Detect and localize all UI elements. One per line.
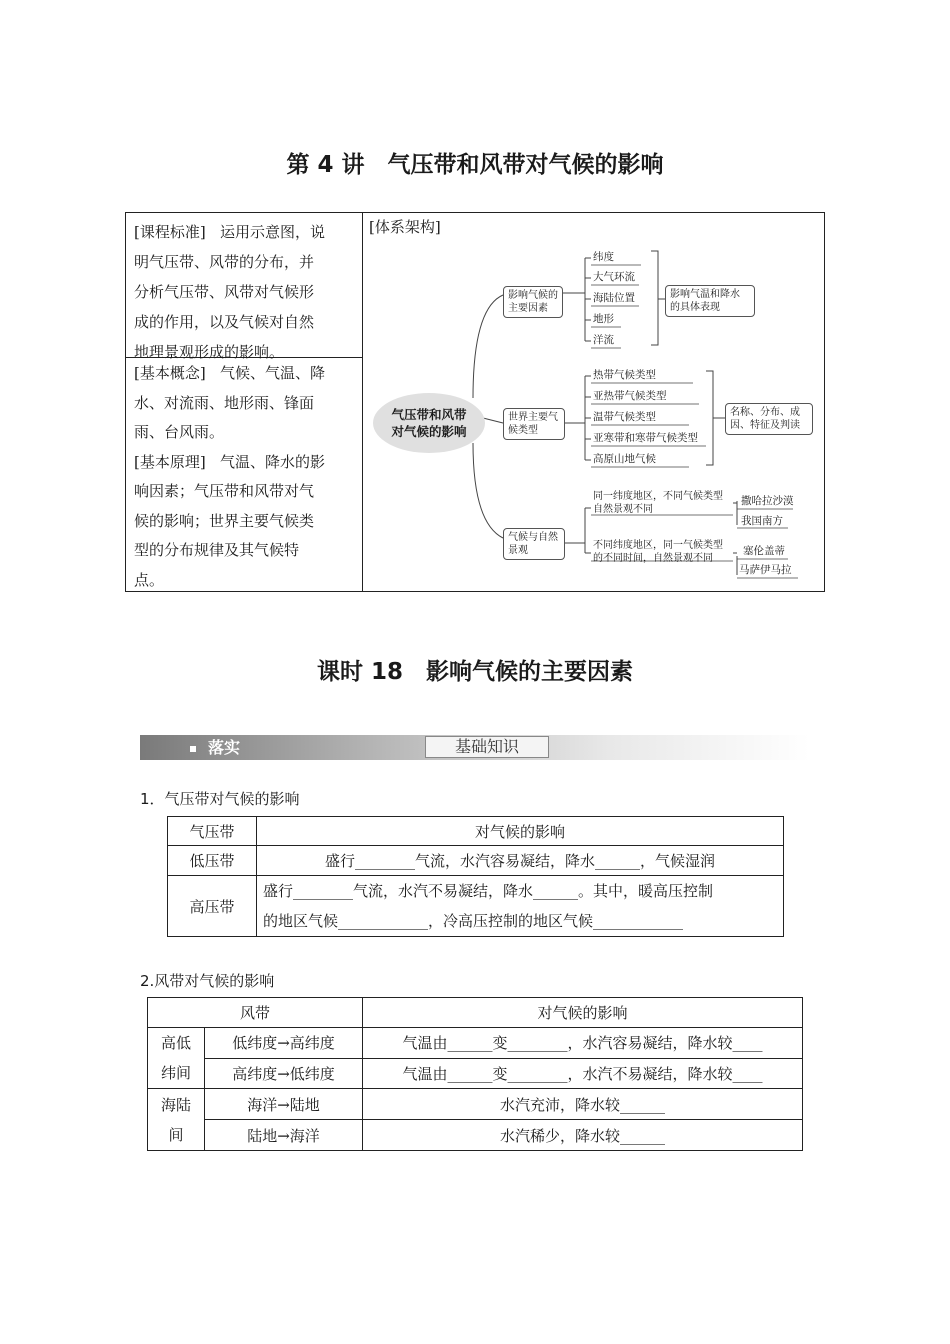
table1-header-effect: 对气候的影响 (257, 817, 784, 846)
pressure-belt-table (167, 816, 784, 937)
result2-line: 名称、分布、成 (730, 407, 800, 418)
landscape-different-latitude (593, 539, 723, 565)
branch1-line: 影响气候的 (508, 290, 558, 301)
concept-line: 雨、台风雨。 (134, 423, 225, 441)
high-pressure-cell: 高压带 (168, 876, 257, 937)
section-banner (140, 735, 810, 760)
table1-header-belt: 气压带 (168, 817, 257, 846)
branch-climate-factors (503, 286, 563, 318)
principle-line: 响因素；气压带和风带对气 (134, 482, 315, 500)
branch1-line: 主要因素 (508, 303, 548, 314)
overview-left (126, 213, 363, 591)
branch2-line: 世界主要气 (508, 412, 558, 423)
landscape-same-latitude (593, 490, 723, 516)
leaf-tropical: 热带气候类型 (593, 369, 656, 381)
branch1-result (665, 285, 755, 317)
branch2-line: 候类型 (508, 425, 538, 436)
banner-left (190, 735, 280, 760)
std-line: 地理景观形成的影响。 (134, 343, 285, 361)
group-latitude (148, 1028, 205, 1089)
result1-line: 的具体表现 (670, 302, 720, 313)
branch3b-line: 不同纬度地区，同一气候类型 (593, 540, 723, 551)
lesson-title: 课时 18 影响气候的主要因素 (316, 659, 633, 685)
direction-cell: 低纬度→高纬度 (205, 1028, 363, 1059)
branch3-line: 景观 (508, 545, 528, 556)
concept-tag: [基本概念] (134, 364, 206, 382)
branch3b-line: 的不同时间，自然景观不同 (593, 553, 713, 564)
principle-tag: [基本原理] (134, 452, 206, 471)
branch3-line: 气候与自然 (508, 532, 558, 543)
group2-line: 间 (168, 1125, 184, 1144)
leaf-land-sea: 海陆位置 (593, 292, 635, 304)
group1-line: 高低 (160, 1034, 191, 1052)
example-south-china: 我国南方 (741, 515, 783, 527)
effect-cell: 气温由______变________，水汽不易凝结，降水较____ (363, 1058, 803, 1089)
branch-climate-landscape (503, 528, 565, 560)
high-pressure-effect (257, 876, 784, 937)
leaf-latitude: 纬度 (593, 251, 614, 263)
table-row (148, 1120, 803, 1151)
result2-line: 因、特征及判读 (730, 420, 800, 431)
std-line: 明气压带、风带的分布，并 (134, 253, 315, 271)
direction-cell: 高纬度→低纬度 (205, 1058, 363, 1089)
framework-panel (363, 213, 825, 591)
mindmap-center (373, 393, 485, 453)
center-line: 对气候的影响 (391, 424, 467, 439)
section1-heading: 1．气压带对气候的影响 (140, 790, 300, 808)
std-line: 分析气压带、风带对气候形 (134, 283, 315, 301)
concept-line: 气候、气温、降 (220, 364, 326, 382)
center-line: 气压带和风带 (391, 407, 467, 422)
branch3a-line: 同一纬度地区，不同气候类型 (593, 491, 723, 502)
principle-line: 型的分布规律及其气候特 (134, 541, 300, 559)
framework-tag: [体系架构] (369, 218, 441, 236)
basic-concepts (126, 359, 362, 595)
leaf-highland: 高原山地气候 (593, 453, 656, 465)
std-line: 成的作用，以及气候对自然 (134, 313, 315, 331)
leaf-terrain: 地形 (593, 313, 614, 325)
leaf-subtropical: 亚热带气候类型 (593, 390, 667, 402)
overview-box (125, 212, 825, 592)
high-pressure-line: 盛行________气流，水汽不易凝结，降水______。其中，暖高压控制 (263, 882, 714, 900)
table-row (168, 846, 784, 876)
result1-line: 影响气温和降水 (670, 289, 740, 300)
principle-line: 点。 (134, 570, 165, 589)
leaf-temperate: 温带气候类型 (593, 411, 656, 423)
banner-right: 基础知识 (425, 736, 549, 758)
leaf-ocean-current: 洋流 (593, 334, 614, 346)
concept-line: 水、对流雨、地形雨、锋面 (134, 393, 315, 412)
table-row (148, 1058, 803, 1089)
low-pressure-cell: 低压带 (168, 846, 257, 876)
group2-line: 海陆 (160, 1095, 191, 1114)
wind-belt-table (147, 997, 803, 1151)
low-pressure-effect: 盛行________气流，水汽容易凝结，降水______，气候湿润 (257, 846, 784, 876)
principle-line: 候的影响；世界主要气候类 (134, 511, 315, 530)
section2-heading: 2.风带对气候的影响 (140, 972, 275, 990)
branch-climate-types (503, 408, 565, 440)
principle-line: 气温、降水的影 (220, 452, 326, 471)
example-serengeti: 塞伦盖蒂 (743, 545, 785, 557)
square-bullet-icon (190, 746, 196, 752)
table2-header-effect: 对气候的影响 (363, 998, 803, 1028)
table-row (148, 1089, 803, 1120)
group1-line: 纬间 (160, 1064, 191, 1082)
branch3a-line: 自然景观不同 (593, 504, 653, 515)
effect-cell: 水汽充沛，降水较______ (363, 1089, 803, 1120)
example-sahara: 撒哈拉沙漠 (741, 495, 794, 507)
std-line: 运用示意图，说 (220, 223, 326, 241)
branch2-result (725, 403, 813, 435)
leaf-circulation: 大气环流 (593, 271, 635, 283)
table-row (148, 1028, 803, 1059)
example-masai-mara: 马萨伊马拉 (739, 564, 792, 576)
effect-cell: 水汽稀少，降水较______ (363, 1120, 803, 1151)
course-standard (126, 213, 362, 361)
banner-left-label: 落实 (208, 738, 241, 757)
effect-cell: 气温由______变________，水汽容易凝结，降水较____ (363, 1028, 803, 1059)
course-standard-tag: [课程标准] (134, 223, 206, 241)
group-land-sea (148, 1089, 205, 1151)
table2-header-wind: 风带 (148, 998, 363, 1028)
direction-cell: 陆地→海洋 (205, 1120, 363, 1151)
direction-cell: 海洋→陆地 (205, 1089, 363, 1120)
table-row (168, 876, 784, 937)
high-pressure-line: 的地区气候____________，冷高压控制的地区气候____________ (263, 912, 684, 930)
leaf-subarctic: 亚寒带和寒带气候类型 (593, 432, 698, 444)
chapter-title: 第 4 讲 气压带和风带对气候的影响 (286, 152, 664, 178)
